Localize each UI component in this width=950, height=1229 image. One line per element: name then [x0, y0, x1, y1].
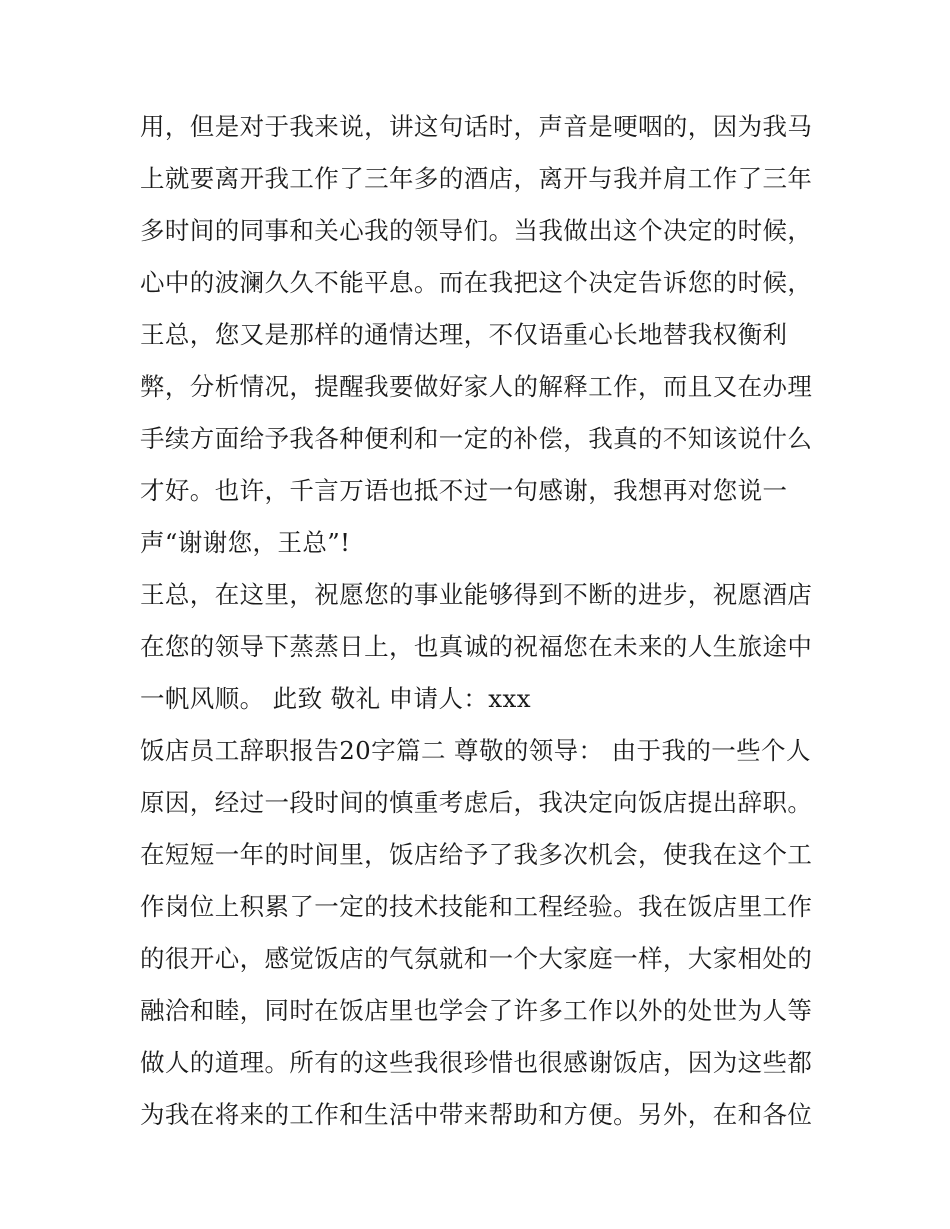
text-line: 心中的波澜久久不能平息。而在我把这个决定告诉您的时候， [140, 268, 813, 297]
text-line: 作岗位上积累了一定的技术技能和工程经验。我在饭店里工作 [140, 892, 813, 921]
text-line: 王总，在这里，祝愿您的事业能够得到不断的进步，祝愿酒店 [140, 580, 813, 609]
text-line: 弊，分析情况，提醒我要做好家人的解释工作，而且又在办理 [140, 372, 813, 401]
text-line: 做人的道理。所有的这些我很珍惜也很感谢饭店，因为这些都 [140, 1048, 813, 1077]
text-line: 原因，经过一段时间的慎重考虑后，我决定向饭店提出辞职。 [140, 788, 813, 817]
text-line: 在您的领导下蒸蒸日上，也真诚的祝福您在未来的人生旅途中 [140, 632, 813, 661]
text-line: 在短短一年的时间里，饭店给予了我多次机会，使我在这个工 [140, 840, 813, 869]
text-line: 的很开心，感觉饭店的气氛就和一个大家庭一样，大家相处的 [140, 944, 813, 973]
text-line: 才好。也许，千言万语也抵不过一句感谢，我想再对您说一 [140, 476, 788, 505]
body-text [140, 101, 830, 1141]
text-line: 多时间的同事和关心我的领导们。当我做出这个决定的时候， [140, 216, 813, 245]
text-line: 融洽和睦，同时在饭店里也学会了许多工作以外的处世为人等 [140, 996, 813, 1025]
text-line: 为我在将来的工作和生活中带来帮助和方便。另外，在和各位 [140, 1100, 813, 1129]
text-line: 王总，您又是那样的通情达理，不仅语重心长地替我权衡利 [140, 320, 788, 349]
text-line: 声“谢谢您，王总”! [140, 528, 351, 557]
section-heading-line: 饭店员工辞职报告20字篇二 尊敬的领导： 由于我的一些个人 [140, 736, 811, 765]
text-line: 上就要离开我工作了三年多的酒店，离开与我并肩工作了三年 [140, 164, 813, 193]
text-line: 用，但是对于我来说，讲这句话时，声音是哽咽的，因为我马 [140, 112, 813, 141]
signature-line: 一帆风顺。 此致 敬礼 申请人：xxx [140, 684, 531, 713]
text-line: 手续方面给予我各种便利和一定的补偿，我真的不知该说什么 [140, 424, 813, 453]
